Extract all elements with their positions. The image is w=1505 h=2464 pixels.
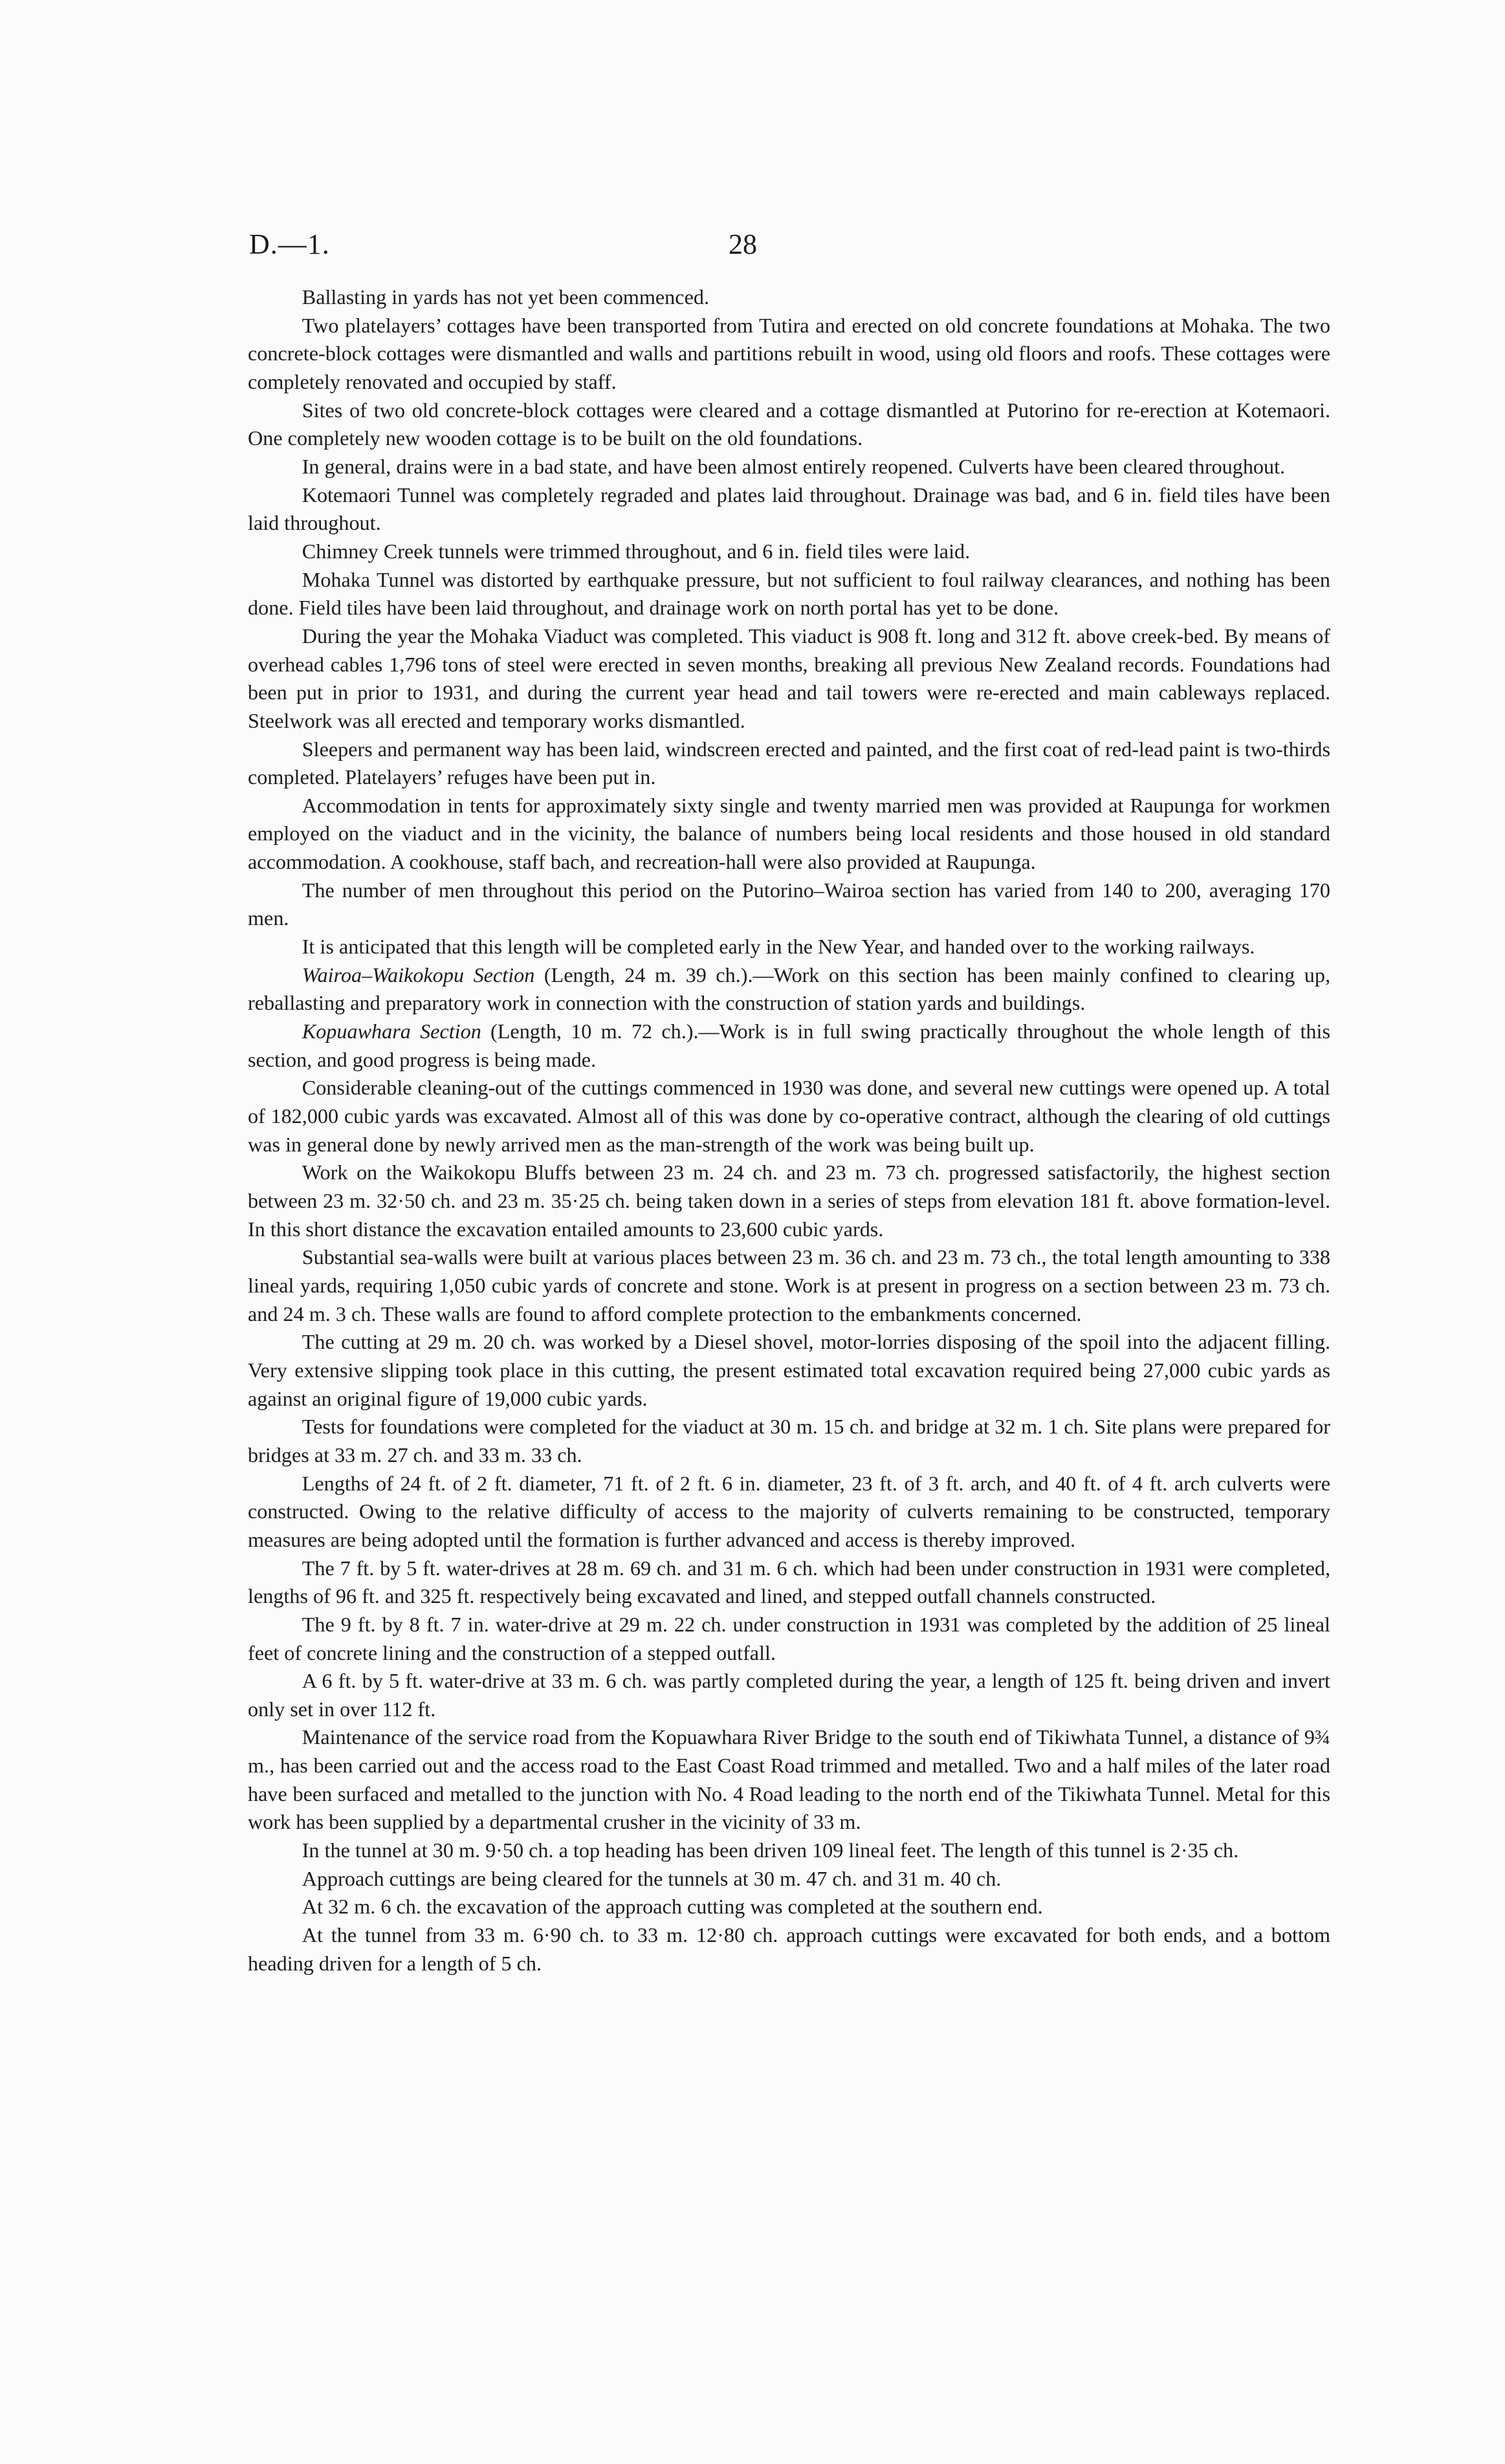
paragraph: Maintenance of the service road from the Kopuawhara River Bridge to the south end of Tikiwhata Tunnel, a distance of 9¾ m., has been carried out and the access road to the East Coast Road trimmed and metalled. Two and a half miles of the later road have been surfaced and metalled to the junction with No. 4 Road leading to the north end of the Tikiwhata Tunnel. Metal for this work has been supplied by a departmental crusher in the vicinity of 33 m. — [248, 1725, 1330, 1834]
paragraph: In the tunnel at 30 m. 9·50 ch. a top heading has been driven 109 lineal feet. The length of this tunnel is 2·35 ch. — [302, 1838, 1239, 1862]
paragraph: Sleepers and permanent way has been laid, windscreen erected and painted, and the first coat of red-lead paint is two-thirds completed. Platelayers’ refuges have been put in. — [248, 737, 1330, 789]
paragraph: Considerable cleaning-out of the cuttings commenced in 1930 was done, and several new cuttings were opened up. A total of 182,000 cubic yards was excavated. Almost all of this was done by co-operative contract, although the clearing of old cuttings was in general done by newly arrived men as the man-strength of the work was being built up. — [248, 1076, 1330, 1156]
paragraph: During the year the Mohaka Viaduct was completed. This viaduct is 908 ft. long and 312 ft. above creek-bed. By means of overhead cables 1,796 tons of steel were erected in seven months, breaking all previous New Zealand records. Foundations had been put in prior to 1931, and during the current year head and tail towers were re-erected and main cableways replaced. Steelwork was all erected and temporary works dismantled. — [248, 624, 1330, 732]
paragraph: Accommodation in tents for approximately sixty single and twenty married men was provided at Raupunga for workmen employed on the viaduct and in the vicinity, the balance of numbers being local residents and those housed in old standard accommodation. A cookhouse, staff bach, and recreation-hall were also provided at Raupunga. — [248, 793, 1330, 874]
paragraph: At the tunnel from 33 m. 6·90 ch. to 33 m. 12·80 ch. approach cuttings were excavated for both ends, and a bottom heading driven for a length of 5 ch. — [248, 1923, 1330, 1975]
paragraph: Wairoa–Waikokopu Section (Length, 24 m. 39 ch.).—Work on this section has been mainly confined to clearing up, reballasting and preparatory work in connection with the construction of station yards and buildings. — [248, 963, 1330, 1015]
paragraph: Kotemaori Tunnel was completely regraded and plates laid throughout. Drainage was bad, and 6 in. field tiles have been laid throughout. — [248, 483, 1330, 535]
paragraph: Ballasting in yards has not yet been commenced. — [302, 285, 709, 309]
paragraph: The number of men throughout this period on the Putorino–Wairoa section has varied from 140 to 200, averaging 170 men. — [248, 878, 1330, 930]
document-reference: D.—1. — [249, 228, 330, 260]
paragraph: Mohaka Tunnel was distorted by earthquake pressure, but not sufficient to foul railway clearances, and nothing has been done. Field tiles have been laid throughout, and drainage work on north portal has yet to be done. — [248, 567, 1330, 620]
paragraph: Substantial sea-walls were built at various places between 23 m. 36 ch. and 23 m. 73 ch., the total length amounting to 338 lineal yards, requiring 1,050 cubic yards of concrete and stone. Work is at present in progress on a section between 23 m. 73 ch. and 24 m. 3 ch. These walls are found to afford complete protection to the embankments concerned. — [248, 1245, 1330, 1325]
section-heading: Wairoa–Waikokopu Section — [302, 963, 535, 987]
paragraph: Work on the Waikokopu Bluffs between 23 m. 24 ch. and 23 m. 73 ch. progressed satisfactorily, the highest section between 23 m. 32·50 ch. and 23 m. 35·25 ch. being taken down in a series of steps from elevation 181 ft. above formation-level. In this short distance the excavation entailed amounts to 23,600 cubic yards. — [248, 1161, 1330, 1241]
paragraph: It is anticipated that this length will be completed early in the New Year, and handed over to the working railways. — [302, 935, 1255, 959]
paragraph: Tests for foundations were completed for the viaduct at 30 m. 15 ch. and bridge at 32 m. 1 ch. Site plans were prepared for bridges at 33 m. 27 ch. and 33 m. 33 ch. — [248, 1415, 1330, 1466]
paragraph: The 7 ft. by 5 ft. water-drives at 28 m. 69 ch. and 31 m. 6 ch. which had been under construction in 1931 were completed, lengths of 96 ft. and 325 ft. respectively being excavated and lined, and stepped outfall channels constructed. — [248, 1556, 1330, 1608]
page-number: 28 — [729, 228, 757, 260]
body-text — [248, 283, 1330, 1978]
paragraph: A 6 ft. by 5 ft. water-drive at 33 m. 6 ch. was partly completed during the year, a length of 125 ft. being driven and invert only set in over 112 ft. — [248, 1669, 1330, 1721]
paragraph: Two platelayers’ cottages have been transported from Tutira and erected on old concrete foundations at Mohaka. The two concrete-block cottages were dismantled and walls and partitions rebuilt in wood, using old floors and roofs. These cottages were completely renovated and occupied by staff. — [248, 313, 1330, 393]
paragraph: Kopuawhara Section (Length, 10 m. 72 ch.).—Work is in full swing practically throughout the whole length of this section, and good progress is being made. — [248, 1019, 1330, 1071]
paragraph: The cutting at 29 m. 20 ch. was worked by a Diesel shovel, motor-lorries disposing of the spoil into the adjacent filling. Very extensive slipping took place in this cutting, the present estimated total excavation required being 27,000 cubic yards as against an original figure of 19,000 cubic yards. — [248, 1330, 1330, 1410]
paragraph: In general, drains were in a bad state, and have been almost entirely reopened. Culverts have been cleared throughout. — [302, 454, 1286, 478]
paragraph: Lengths of 24 ft. of 2 ft. diameter, 71 ft. of 2 ft. 6 in. diameter, 23 ft. of 3 ft. arch, and 40 ft. of 4 ft. arch culverts were constructed. Owing to the relative difficulty of access to the majority of culverts remaining to be constructed, temporary measures are being adopted until the formation is further advanced and access is thereby improved. — [248, 1471, 1330, 1551]
page-header — [0, 228, 1505, 267]
paragraph: Sites of two old concrete-block cottages were cleared and a cottage dismantled at Putorino for re-erection at Kotemaori. One completely new wooden cottage is to be built on the old foundations. — [248, 398, 1330, 450]
paragraph: At 32 m. 6 ch. the excavation of the approach cutting was completed at the southern end. — [302, 1895, 1043, 1919]
paragraph: Approach cuttings are being cleared for the tunnels at 30 m. 47 ch. and 31 m. 40 ch. — [302, 1866, 1002, 1890]
paragraph: Chimney Creek tunnels were trimmed throughout, and 6 in. field tiles were laid. — [302, 539, 971, 563]
section-heading: Kopuawhara Section — [302, 1019, 481, 1043]
paragraph: The 9 ft. by 8 ft. 7 in. water-drive at 29 m. 22 ch. under construction in 1931 was completed by the addition of 25 lineal feet of concrete lining and the construction of a stepped outfall. — [248, 1612, 1330, 1664]
